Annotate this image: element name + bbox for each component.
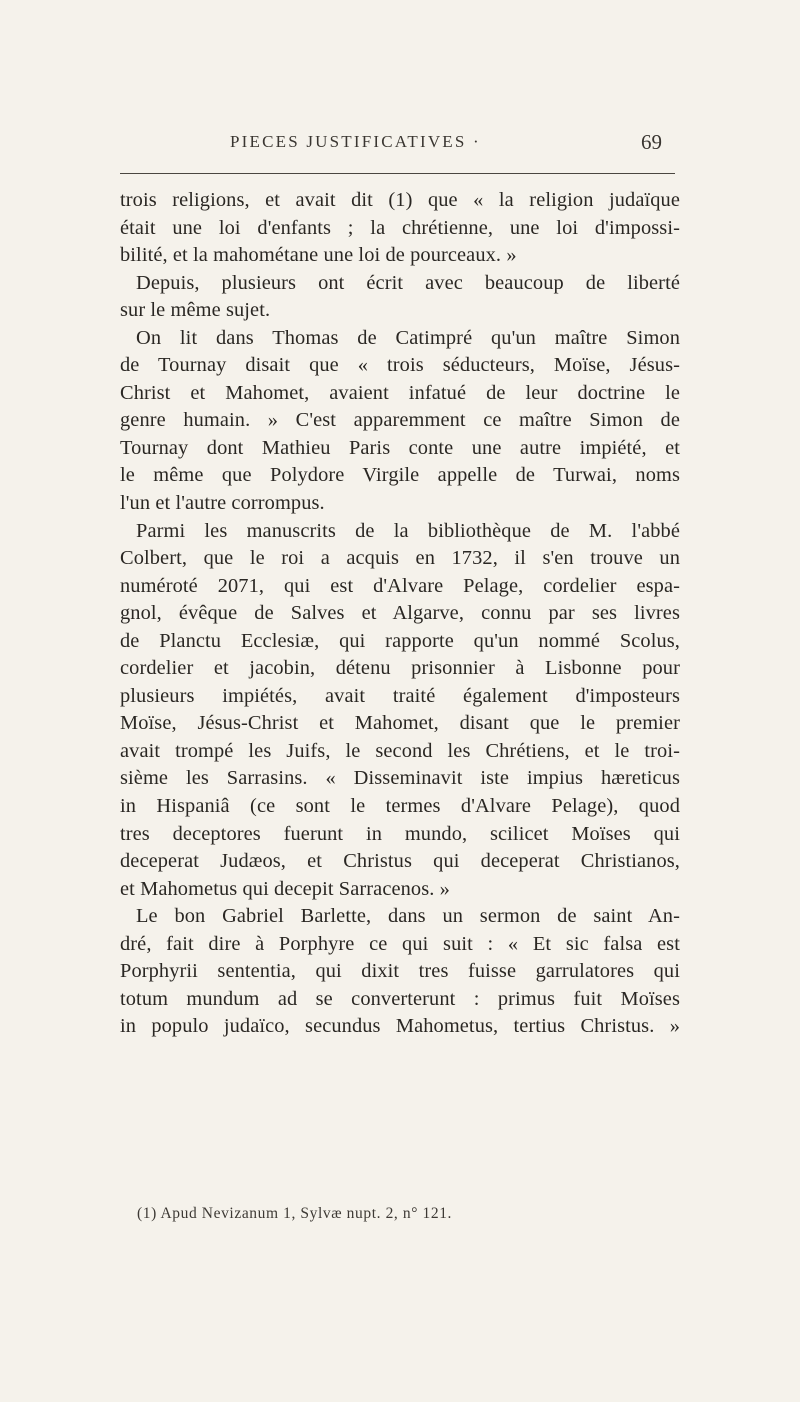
- text-line: le même que Polydore Virgile appelle de Turwai, noms: [120, 464, 680, 487]
- text-line: sième les Sarrasins. « Disseminavit iste impius hæreticus: [120, 767, 680, 790]
- text-line: Christ et Mahomet, avaient infatué de leur doctrine le: [120, 381, 680, 404]
- text-line: de Tournay disait que « trois séducteurs, Moïse, Jésus-: [120, 354, 680, 377]
- text-line: et Mahometus qui decepit Sarracenos. »: [120, 877, 450, 900]
- text-line: sur le même sujet.: [120, 299, 271, 322]
- running-title: PIECES JUSTIFICATIVES ·: [230, 132, 481, 151]
- body-text: [120, 187, 680, 1041]
- text-line: Moïse, Jésus-Christ et Mahomet, disant que le premier: [120, 712, 680, 735]
- text-line: Depuis, plusieurs ont écrit avec beaucoup de liberté: [136, 271, 680, 294]
- text-line: Tournay dont Mathieu Paris conte une autre impiété, et: [120, 436, 680, 459]
- text-line: deceperat Judæos, et Christus qui deceperat Christianos,: [120, 850, 680, 873]
- text-line: l'un et l'autre corrompus.: [120, 492, 325, 515]
- text-line: On lit dans Thomas de Catimpré qu'un maître Simon: [136, 326, 680, 349]
- text-line: plusieurs impiétés, avait traité également d'imposteurs: [120, 684, 680, 707]
- footnote: (1) Apud Nevizanum 1, Sylvæ nupt. 2, n° 121.: [137, 1205, 453, 1222]
- text-line: Colbert, que le roi a acquis en 1732, il s'en trouve un: [120, 547, 680, 570]
- text-line: cordelier et jacobin, détenu prisonnier à Lisbonne pour: [120, 657, 680, 680]
- text-line: bilité, et la mahométane une loi de pourceaux. »: [120, 244, 517, 267]
- text-line: était une loi d'enfants ; la chrétienne, une loi d'impossi-: [120, 216, 680, 239]
- text-line: avait trompé les Juifs, le second les Chrétiens, et le troi-: [120, 739, 680, 762]
- text-line: in Hispaniâ (ce sont le termes d'Alvare Pelage), quod: [120, 795, 680, 818]
- page-number: 69: [641, 130, 662, 154]
- text-line: gnol, évêque de Salves et Algarve, connu par ses livres: [120, 602, 680, 625]
- text-line: numéroté 2071, qui est d'Alvare Pelage, cordelier espa-: [120, 574, 680, 597]
- text-line: Le bon Gabriel Barlette, dans un sermon de saint An-: [136, 905, 680, 928]
- text-line: genre humain. » C'est apparemment ce maître Simon de: [120, 409, 680, 432]
- text-line: Porphyrii sententia, qui dixit tres fuisse garrulatores qui: [120, 960, 680, 983]
- text-line: dré, fait dire à Porphyre ce qui suit : « Et sic falsa est: [120, 932, 680, 955]
- header-rule: [120, 173, 675, 174]
- text-line: tres deceptores fuerunt in mundo, scilicet Moïses qui: [120, 822, 680, 845]
- text-line: in populo judaïco, secundus Mahometus, tertius Christus. »: [120, 1015, 680, 1038]
- text-line: Parmi les manuscrits de la bibliothèque de M. l'abbé: [136, 519, 680, 542]
- text-line: totum mundum ad se converterunt : primus fuit Moïses: [120, 987, 680, 1010]
- text-line: trois religions, et avait dit (1) que « la religion judaïque: [120, 189, 680, 211]
- text-line: de Planctu Ecclesiæ, qui rapporte qu'un nommé Scolus,: [120, 629, 680, 652]
- running-head: [124, 132, 674, 156]
